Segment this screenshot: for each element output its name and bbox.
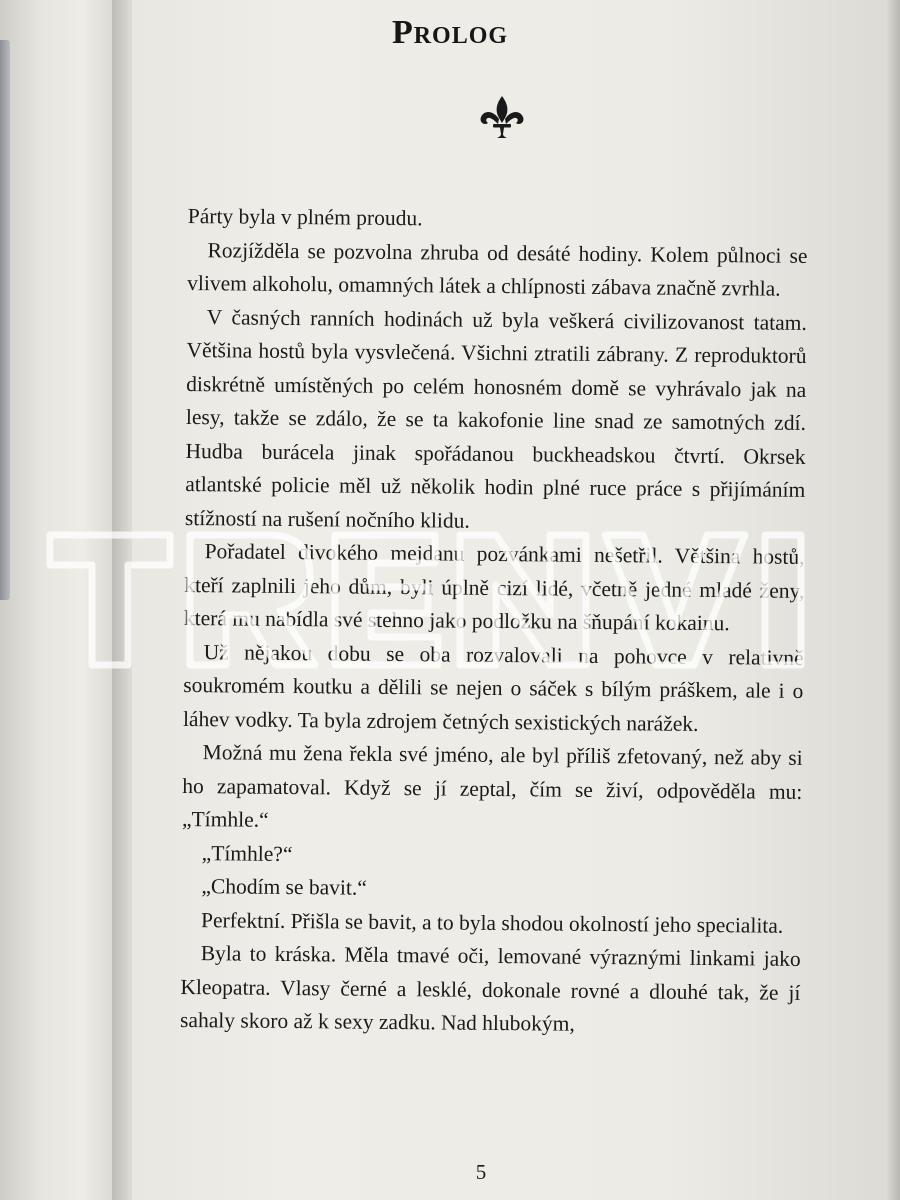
chapter-title: Prolog (391, 14, 509, 51)
paragraph: Párty byla v plném proudu. (187, 203, 423, 231)
paragraph: Byla to kráska. Měla tmavé oči, lemované výraznými linkami jako Kleopatra. Vlasy černé a lesklé, dokonale rovné a dlouhé tak, že jí sahaly skoro až k sexy zadku. Nad hlubokým, (180, 941, 801, 1036)
paragraph: Pořadatel divokého mejdanu pozvánkami nešetřil. Většina hostů, kteří zaplnili jeho dům, byli úplně cizí lidé, včetně jedné mladé ženy, která mu nabídla své stehno jako podložku na šňupání kokainu. (183, 539, 805, 636)
page-number: 5 (475, 1160, 487, 1184)
paragraph: Možná mu žena řekla své jméno, ale byl příliš zfetovaný, než aby si ho zapamatoval. Když se jí zeptal, čím se živí, odpověděla mu: „Tímhle.“ (181, 740, 803, 832)
page-edge-shadow (886, 0, 900, 1200)
paragraph: V časných ranních hodinách už byla veškerá civilizovanost tatam. Většina hostů byla vysvlečená. Všichni ztratili zábrany. Z reproduktorů diskrétně umístěných po celém honosném domě se vyhrávalo jak na lesy, takže se zdálo, že se ta kakofonie line snad ze samotných zdí. Hudba burácela jinak spořádanou buckheadskou čtvrtí. Okrsek atlantské policie měl už několik hodin plné ruce práce s přijímáním stížností na rušení nočního klidu. (184, 304, 807, 533)
fleur-de-lis-icon (476, 94, 528, 140)
left-book-page (0, 0, 118, 1200)
left-page-edge (0, 40, 10, 600)
paragraph: „Tímhle?“ (201, 840, 293, 866)
paragraph: Rozjížděla se pozvolna zhruba od desáté hodiny. Kolem půlnoci se vlivem alkoholu, omamných látek a chlípnosti zábava značně zvrhla. (187, 237, 808, 301)
body-text (180, 200, 808, 1043)
paragraph: Už nějakou dobu se oba rozvalovali na pohovce v relativně soukromém koutku a dělili se nejen o sáček s bílým práškem, ale i o láhev vodky. Ta byla zdrojem četných sexistických narážek. (182, 639, 804, 736)
paragraph: Perfektní. Přišla se bavit, a to byla shodou okolností jeho specialita. (200, 907, 784, 938)
paragraph: „Chodím se bavit.“ (201, 874, 367, 900)
